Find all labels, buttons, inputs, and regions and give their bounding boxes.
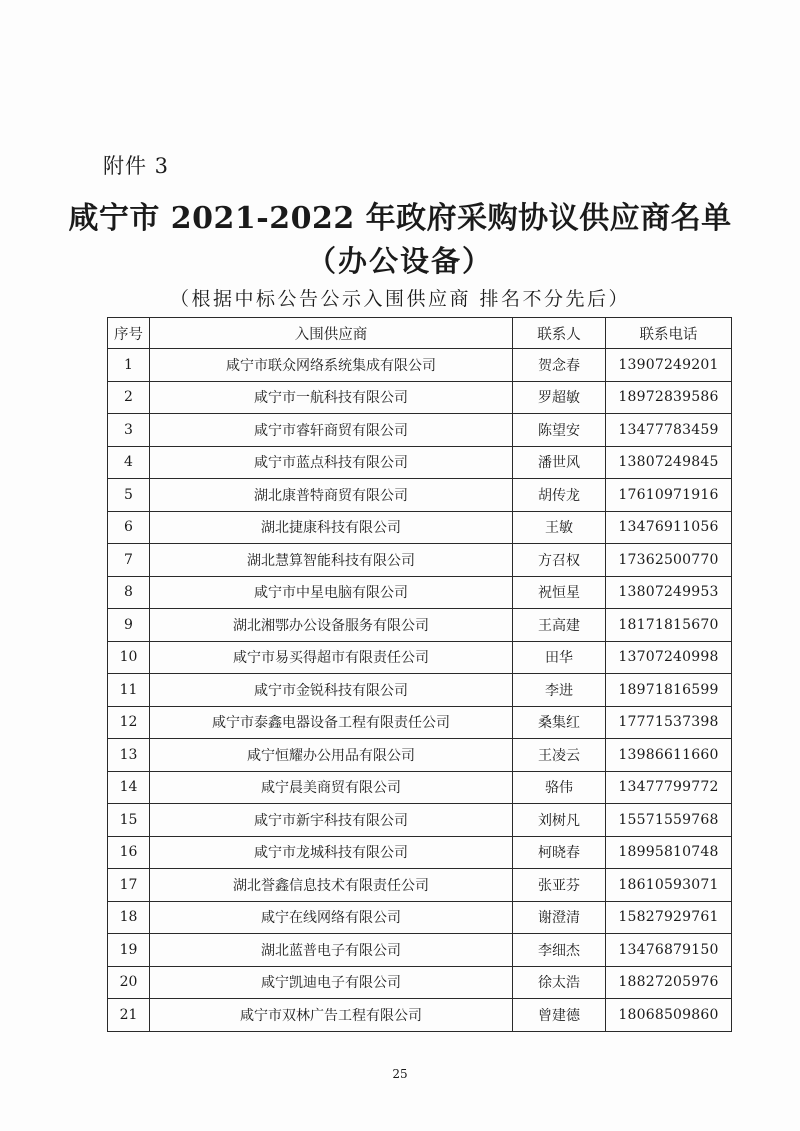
cell-phone: 15571559768 bbox=[606, 804, 732, 837]
table-row bbox=[108, 836, 732, 869]
cell-supplier: 湖北捷康科技有限公司 bbox=[150, 511, 513, 544]
table-row bbox=[108, 869, 732, 902]
table-row bbox=[108, 739, 732, 772]
supplier-table-body bbox=[108, 349, 732, 1032]
cell-no: 15 bbox=[108, 804, 150, 837]
cell-phone: 18610593071 bbox=[606, 869, 732, 902]
table-row bbox=[108, 544, 732, 577]
table-row bbox=[108, 966, 732, 999]
table-row bbox=[108, 609, 732, 642]
cell-supplier: 咸宁恒耀办公用品有限公司 bbox=[150, 739, 513, 772]
cell-contact: 刘树凡 bbox=[513, 804, 606, 837]
cell-contact: 曾建德 bbox=[513, 999, 606, 1032]
cell-phone: 18971816599 bbox=[606, 674, 732, 707]
cell-contact: 柯晓春 bbox=[513, 836, 606, 869]
cell-contact: 潘世风 bbox=[513, 446, 606, 479]
page-number: 25 bbox=[392, 1067, 408, 1081]
table-row bbox=[108, 706, 732, 739]
cell-no: 13 bbox=[108, 739, 150, 772]
cell-no: 21 bbox=[108, 999, 150, 1032]
cell-no: 19 bbox=[108, 934, 150, 967]
attachment-label: 附件 3 bbox=[103, 154, 170, 178]
cell-no: 11 bbox=[108, 674, 150, 707]
column-header-contact: 联系人 bbox=[513, 318, 606, 349]
cell-phone: 17362500770 bbox=[606, 544, 732, 577]
cell-phone: 17610971916 bbox=[606, 479, 732, 512]
cell-contact: 方召权 bbox=[513, 544, 606, 577]
table-row bbox=[108, 804, 732, 837]
cell-phone: 13476911056 bbox=[606, 511, 732, 544]
document-note: （根据中标公告公示入围供应商 排名不分先后） bbox=[169, 288, 631, 310]
cell-supplier: 湖北慧算智能科技有限公司 bbox=[150, 544, 513, 577]
cell-contact: 王敏 bbox=[513, 511, 606, 544]
cell-contact: 桑集红 bbox=[513, 706, 606, 739]
cell-phone: 18827205976 bbox=[606, 966, 732, 999]
cell-contact: 谢澄清 bbox=[513, 901, 606, 934]
table-row bbox=[108, 641, 732, 674]
cell-no: 4 bbox=[108, 446, 150, 479]
cell-phone: 13807249953 bbox=[606, 576, 732, 609]
table-row bbox=[108, 414, 732, 447]
cell-supplier: 咸宁市泰鑫电器设备工程有限责任公司 bbox=[150, 706, 513, 739]
cell-no: 14 bbox=[108, 771, 150, 804]
column-header-phone: 联系电话 bbox=[606, 318, 732, 349]
cell-no: 1 bbox=[108, 349, 150, 382]
document-subtitle: （办公设备） bbox=[306, 244, 493, 278]
cell-contact: 徐太浩 bbox=[513, 966, 606, 999]
cell-phone: 18995810748 bbox=[606, 836, 732, 869]
cell-supplier: 咸宁市双林广告工程有限公司 bbox=[150, 999, 513, 1032]
cell-phone: 13807249845 bbox=[606, 446, 732, 479]
table-row bbox=[108, 446, 732, 479]
cell-no: 5 bbox=[108, 479, 150, 512]
cell-no: 6 bbox=[108, 511, 150, 544]
cell-no: 7 bbox=[108, 544, 150, 577]
cell-supplier: 咸宁市易买得超市有限责任公司 bbox=[150, 641, 513, 674]
cell-no: 17 bbox=[108, 869, 150, 902]
cell-supplier: 湖北誉鑫信息技术有限责任公司 bbox=[150, 869, 513, 902]
table-row bbox=[108, 349, 732, 382]
cell-no: 10 bbox=[108, 641, 150, 674]
cell-supplier: 咸宁凯迪电子有限公司 bbox=[150, 966, 513, 999]
table-row bbox=[108, 901, 732, 934]
table-row bbox=[108, 381, 732, 414]
column-header-no: 序号 bbox=[108, 318, 150, 349]
table-row bbox=[108, 479, 732, 512]
supplier-table bbox=[107, 317, 732, 1032]
cell-phone: 18972839586 bbox=[606, 381, 732, 414]
cell-no: 12 bbox=[108, 706, 150, 739]
cell-contact: 田华 bbox=[513, 641, 606, 674]
cell-supplier: 咸宁市蓝点科技有限公司 bbox=[150, 446, 513, 479]
cell-contact: 王高建 bbox=[513, 609, 606, 642]
cell-phone: 17771537398 bbox=[606, 706, 732, 739]
cell-no: 8 bbox=[108, 576, 150, 609]
cell-supplier: 咸宁市金锐科技有限公司 bbox=[150, 674, 513, 707]
cell-no: 9 bbox=[108, 609, 150, 642]
cell-phone: 13986611660 bbox=[606, 739, 732, 772]
cell-contact: 张亚芬 bbox=[513, 869, 606, 902]
cell-phone: 18171815670 bbox=[606, 609, 732, 642]
cell-contact: 骆伟 bbox=[513, 771, 606, 804]
table-row bbox=[108, 771, 732, 804]
cell-contact: 祝恒星 bbox=[513, 576, 606, 609]
cell-supplier: 咸宁市联众网络系统集成有限公司 bbox=[150, 349, 513, 382]
cell-contact: 罗超敏 bbox=[513, 381, 606, 414]
cell-contact: 贺念春 bbox=[513, 349, 606, 382]
cell-supplier: 咸宁市一航科技有限公司 bbox=[150, 381, 513, 414]
document-title: 咸宁市 2021-2022 年政府采购协议供应商名单 bbox=[68, 201, 732, 236]
cell-phone: 13477783459 bbox=[606, 414, 732, 447]
cell-contact: 陈望安 bbox=[513, 414, 606, 447]
table-row bbox=[108, 674, 732, 707]
table-row bbox=[108, 576, 732, 609]
cell-phone: 15827929761 bbox=[606, 901, 732, 934]
cell-supplier: 咸宁市睿轩商贸有限公司 bbox=[150, 414, 513, 447]
cell-supplier: 湖北蓝普电子有限公司 bbox=[150, 934, 513, 967]
column-header-supplier: 入围供应商 bbox=[150, 318, 513, 349]
cell-supplier: 咸宁市中星电脑有限公司 bbox=[150, 576, 513, 609]
cell-contact: 李细杰 bbox=[513, 934, 606, 967]
cell-supplier: 湖北湘鄂办公设备服务有限公司 bbox=[150, 609, 513, 642]
cell-no: 16 bbox=[108, 836, 150, 869]
cell-no: 3 bbox=[108, 414, 150, 447]
cell-no: 2 bbox=[108, 381, 150, 414]
cell-phone: 13707240998 bbox=[606, 641, 732, 674]
table-row bbox=[108, 934, 732, 967]
cell-no: 18 bbox=[108, 901, 150, 934]
cell-phone: 13907249201 bbox=[606, 349, 732, 382]
cell-contact: 王凌云 bbox=[513, 739, 606, 772]
cell-supplier: 咸宁在线网络有限公司 bbox=[150, 901, 513, 934]
cell-phone: 13477799772 bbox=[606, 771, 732, 804]
cell-contact: 李进 bbox=[513, 674, 606, 707]
cell-supplier: 湖北康普特商贸有限公司 bbox=[150, 479, 513, 512]
cell-phone: 18068509860 bbox=[606, 999, 732, 1032]
cell-contact: 胡传龙 bbox=[513, 479, 606, 512]
table-header-row bbox=[108, 318, 732, 349]
cell-supplier: 咸宁市龙城科技有限公司 bbox=[150, 836, 513, 869]
table-row bbox=[108, 999, 732, 1032]
cell-phone: 13476879150 bbox=[606, 934, 732, 967]
cell-supplier: 咸宁市新宇科技有限公司 bbox=[150, 804, 513, 837]
cell-no: 20 bbox=[108, 966, 150, 999]
cell-supplier: 咸宁晨美商贸有限公司 bbox=[150, 771, 513, 804]
table-row bbox=[108, 511, 732, 544]
